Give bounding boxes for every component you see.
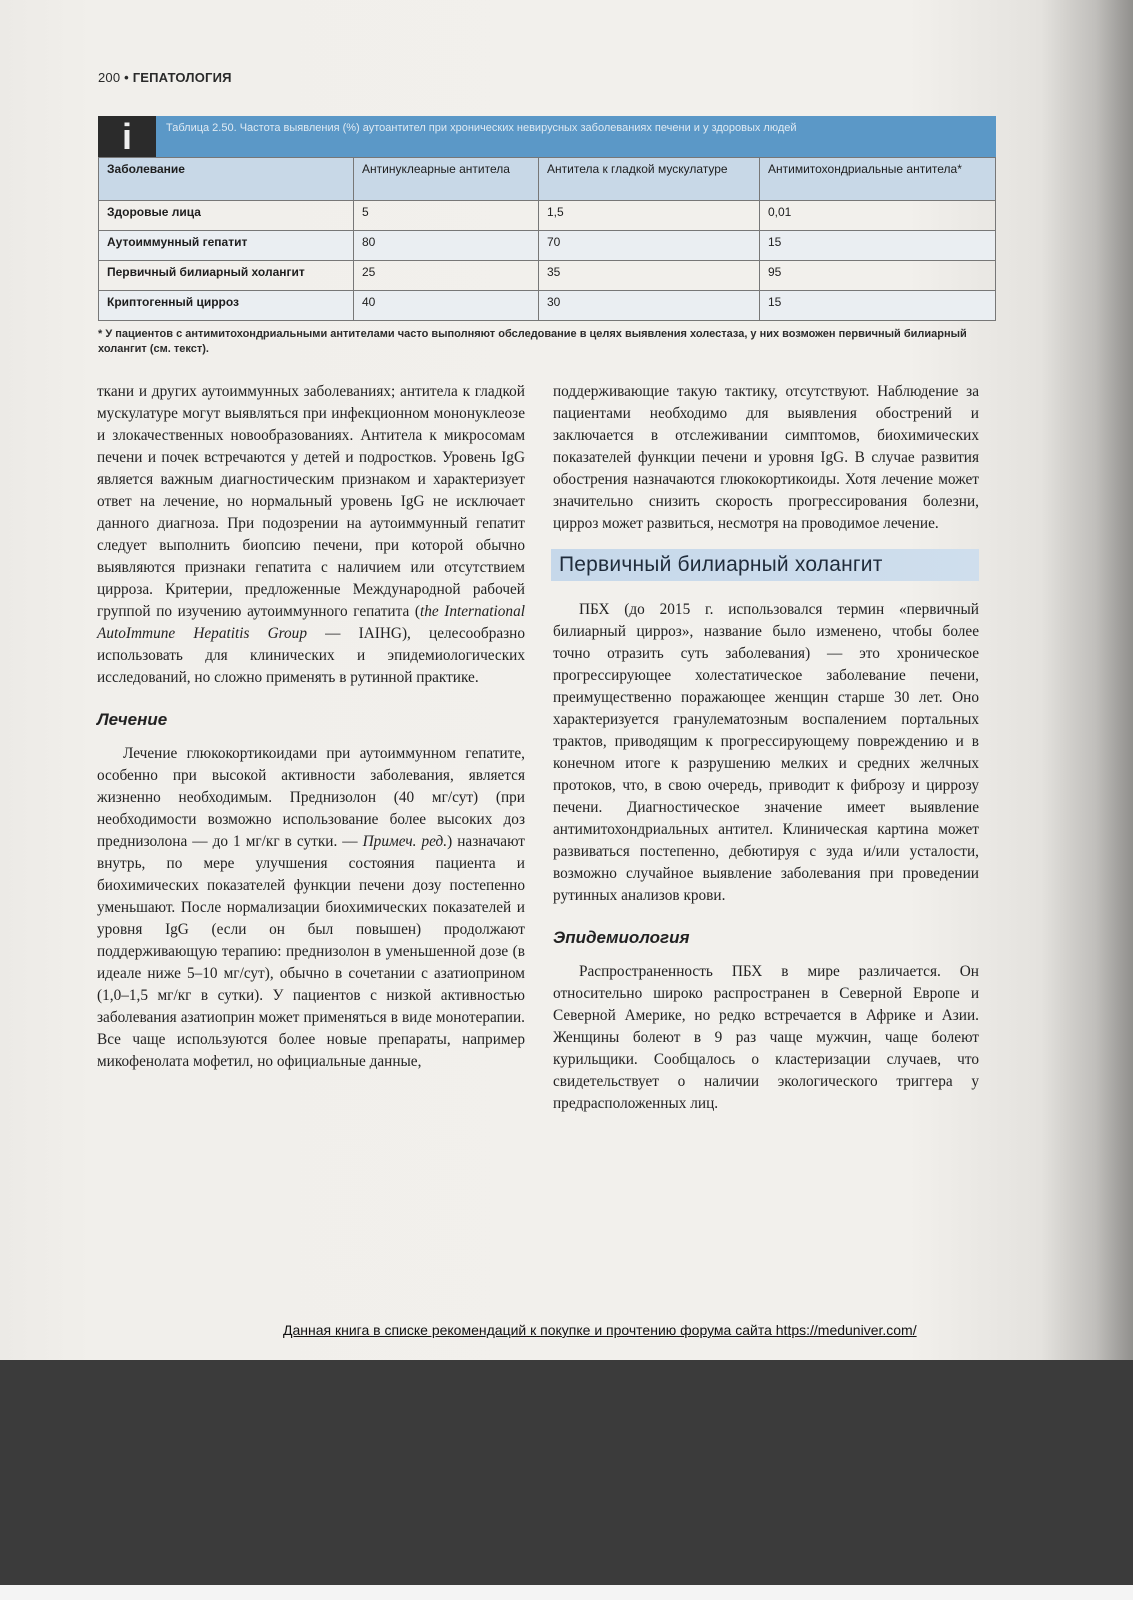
table-footnote: * У пациентов с антимитохондриальными антителами часто выполняют обследование в целях выявления холестаза, у них возможен первичный билиарный холангит (см. текст). [98,328,967,355]
paragraph: поддерживающие такую тактику, отсутствуют. Наблюдение за пациентами необходимо для выявления обострений и заключается в отслеживании симптомов, биохимических показателей функции печени и уровня IgG. В случае развития обострения назначаются глюкокортикоиды. Хотя лечение может значительно снизить скорость прогрессирования болезни, цирроз может развиться, несмотря на проводимое лечение. [553,383,979,532]
running-head-section: ГЕПАТОЛОГИЯ [132,70,232,85]
header-smooth-muscle: Антитела к гладкой мускулатуре [539,158,760,201]
scan-bottom-strip [0,1585,1133,1600]
cell-value: 30 [539,291,760,321]
running-head [98,70,232,85]
running-head-separator: • [124,70,129,85]
cell-value: 95 [760,261,996,291]
paragraph [97,743,525,1073]
cell-value: 80 [354,231,539,261]
header-disease: Заболевание [99,158,354,201]
data-table [98,157,996,321]
cell-value: 15 [760,231,996,261]
watermark-link[interactable]: Данная книга в списке рекомендаций к покупке и прочтению форума сайта https://meduniver.com/ [283,1322,917,1338]
cell-value: 5 [354,201,539,231]
cell-disease: Здоровые лица [99,201,354,231]
cell-value: 40 [354,291,539,321]
table-caption-text: Таблица 2.50. Частота выявления (%) аутоантител при хронических невирусных заболеваниях печени и у здоровых людей [156,116,996,157]
table-row [99,291,996,321]
section-heading-pbc: Первичный билиарный холангит [551,549,979,581]
cell-value: 0,01 [760,201,996,231]
cell-value: 35 [539,261,760,291]
paragraph: Распространенность ПБХ в мире различается. Он относительно широко распространен в Северной Европе и Северной Америке, но редко встречается в Африке и Азии. Женщины болеют в 9 раз чаще мужчин, чаще болеют курильщики. Сообщалось о кластеризации случаев, что свидетельствует о наличии экологического триггера у предрасположенных лиц. [553,963,979,1112]
table-row [99,231,996,261]
scan-background [0,1360,1133,1600]
cell-disease: Аутоиммунный гепатит [99,231,354,261]
italic-text: the International AutoImmune Hepatitis Group [97,603,525,642]
table-header-row [99,158,996,201]
paragraph: ПБХ (до 2015 г. использовался термин «первичный билиарный цирроз», название было изменено, чтобы более точно отразить суть заболевания) — это хроническое прогрессирующее холестатическое заболевание печени, преимущественно поражающее женщин старше 30 лет. Оно характеризуется гранулематозным воспалением портальных трактов, приводящим к прогрессирующему повреждению и в конечном итоге к разрушению мелких и средних желчных протоков, что, в свою очередь, приводит к фиброзу и циррозу печени. Диагностическое значение имеет выявление антимитохондриальных антител. Клиническая картина может развиваться постепенно, дебютируя с зуда и/или усталости, возможно случайное выявление заболевания при проведении рутинных анализов крови. [553,601,979,904]
paragraph-text: Лечение глюкокортикоидами при аутоиммунном гепатите, особенно при высокой активности заболевания, является жизненно необходимым. Преднизолон (40 мг/сут) (при необходимости возможно использование более высоких доз преднизолона — до 1 мг/кг в сутки. — [97,745,525,850]
info-icon: i [98,116,156,157]
paragraph-text: ) назначают внутрь, по мере улучшения состояния пациента и биохимических показателей функции печени дозу постепенно уменьшают. После нормализации биохимических показателей и уровня IgG (если он был повышен) продолжают поддерживающую терапию: преднизолон в уменьшенной дозе (в идеале ниже 5–10 мг/сут), обычно в сочетании с азатиоприном (1,0–1,5 мг/кг в сутки). У пациентов с низкой активностью заболевания азатиоприн может применяться в виде монотерапии. Все чаще используются более новые препараты, например микофенолата мофетил, но официальные данные, [97,833,525,1070]
cell-value: 15 [760,291,996,321]
italic-text: Примеч. ред. [362,833,448,850]
header-antimitochondrial: Антимитохондриальные антитела* [760,158,996,201]
table-caption [98,116,996,157]
autoantibody-table [98,116,996,357]
cell-value: 25 [354,261,539,291]
cell-value: 70 [539,231,760,261]
header-antinuclear: Антинуклеарные антитела [354,158,539,201]
subheading-epidemiology: Эпидемиология [553,928,690,947]
cell-value: 1,5 [539,201,760,231]
subheading-treatment: Лечение [97,710,168,729]
table-row [99,261,996,291]
paragraph [97,381,525,689]
left-column [97,381,525,1073]
right-column [553,381,979,1115]
cell-disease: Первичный билиарный холангит [99,261,354,291]
page-edge-shadow [1040,0,1133,1360]
page-number: 200 [98,70,121,85]
cell-disease: Криптогенный цирроз [99,291,354,321]
paragraph-text: — IAIHG), целесообразно использовать для клинических и эпидемиологических исследований, но сложно применять в рутинной практике. [97,625,526,686]
paragraph-text: ткани и других аутоиммунных заболеваниях; антитела к гладкой мускулатуре могут выявляться при инфекционном мононуклеозе и злокачественных новообразованиях. Антитела к микросомам печени и почек встречаются у детей и подростков. Уровень IgG является важным диагностическим признаком и характеризует ответ на лечение, но нормальный уровень IgG не исключает данного диагноза. При подозрении на аутоиммунный гепатит следует выполнить биопсию печени, при которой обычно выявляются признаки гепатита с наличием или отсутствием цирроза. Критерии, предложенные Международной рабочей группой по изучению аутоиммунного гепатита ( [97,383,525,620]
table-row [99,201,996,231]
